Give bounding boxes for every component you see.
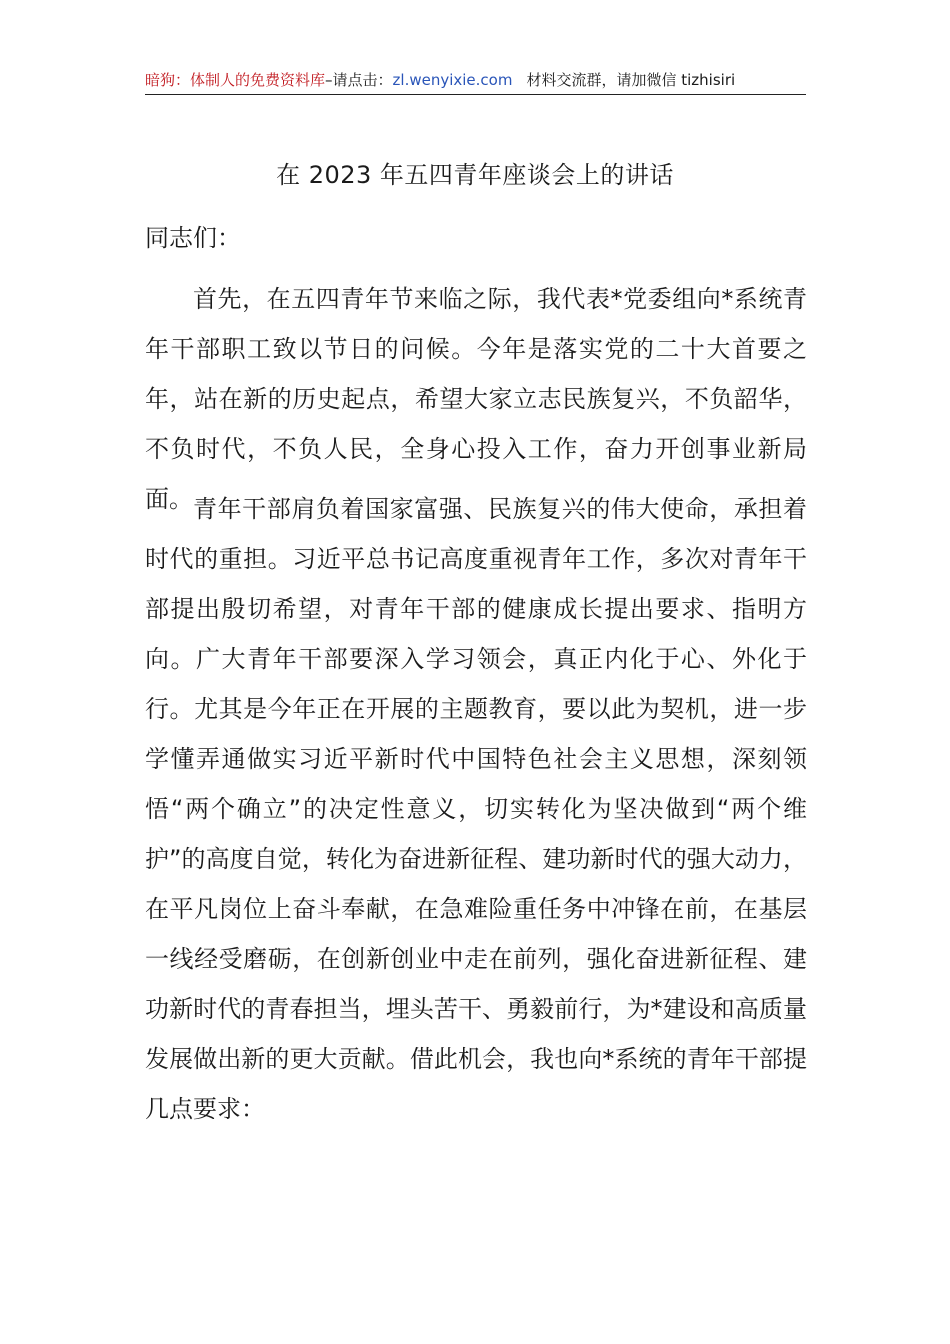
header-brand: 暗狗：体制人的免费资料库 (145, 71, 326, 89)
header-url-link[interactable]: zl.wenyixie.com (392, 71, 513, 89)
document-title: 在 2023 年五四青年座谈会上的讲话 (276, 161, 674, 189)
paragraph-1: 首先，在五四青年节来临之际，我代表*党委组向*系统青年干部职工致以节日的问候。今年是落实党的二十大首要之年，站在新的历史起点，希望大家立志民族复兴，不负韶华，不负时代，不负人民，全身心投入工作，奋力开创事业新局面。 (145, 285, 807, 513)
salutation: 同志们： (145, 224, 241, 252)
paragraph-2: 青年干部肩负着国家富强、民族复兴的伟大使命，承担着时代的重担。习近平总书记高度重视青年工作，多次对青年干部提出殷切希望，对青年干部的健康成长提出要求、指明方向。广大青年干部要深入学习领会，真正内化于心、外化于行。尤其是今年正在开展的主题教育，要以此为契机，进一步学懂弄通做实习近平新时代中国特色社会主义思想，深刻领悟“两个确立”的决定性意义，切实转化为坚决做到“两个维护”的高度自觉，转化为奋进新征程、建功新时代的强大动力，在平凡岗位上奋斗奉献，在急难险重任务中冲锋在前，在基层一线经受磨砺，在创新创业中走在前列，强化奋进新征程、建功新时代的青春担当，埋头苦干、勇毅前行，为*建设和高质量发展做出新的更大贡献。借此机会，我也向*系统的青年干部提几点要求： (145, 495, 807, 1123)
header-prompt: –请点击： (325, 71, 393, 89)
header-contact: 材料交流群，请加微信 tizhisiri (526, 71, 736, 89)
page-header (145, 68, 806, 95)
